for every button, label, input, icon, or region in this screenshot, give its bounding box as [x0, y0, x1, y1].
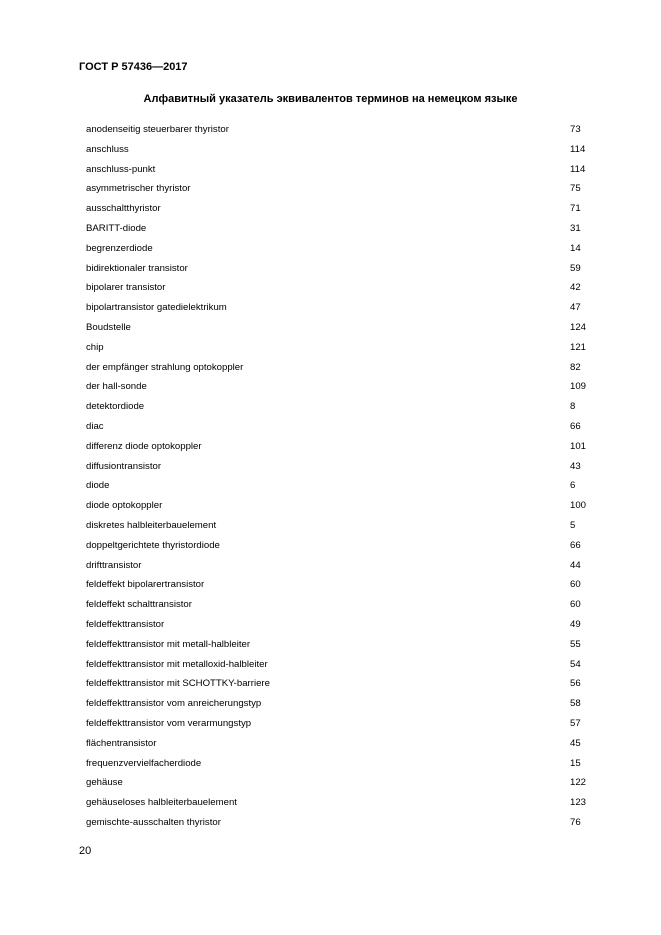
index-entry: [86, 775, 596, 795]
index-entry: [86, 676, 596, 696]
index-term: gemischte-ausschalten thyristor: [86, 816, 221, 828]
index-entry: [86, 142, 596, 162]
index-term: diffusiontransistor: [86, 460, 162, 472]
index-entry: [86, 201, 596, 221]
index-page-ref: 100: [570, 500, 587, 512]
index-entry: [86, 696, 596, 716]
index-term: ausschaltthyristor: [86, 203, 161, 215]
index-term: feldeffekttransistor: [86, 618, 165, 630]
index-term: chip: [86, 341, 104, 353]
index-term: flächentransistor: [86, 737, 157, 749]
index-term: feldeffekt bipolarertransistor: [86, 579, 205, 591]
index-entry: [86, 419, 596, 439]
index-page-ref: 66: [570, 420, 581, 432]
index-entry: [86, 815, 596, 835]
index-page-ref: 73: [570, 124, 581, 135]
index-term: BARITT-diode: [86, 222, 147, 234]
index-entry: [86, 320, 596, 340]
index-page-ref: 5: [570, 519, 576, 531]
index-page-ref: 66: [570, 539, 581, 551]
index-term: feldeffekttransistor mit metall-halbleiter: [86, 638, 251, 650]
index-page-ref: 8: [570, 401, 576, 413]
index-entry: [86, 340, 596, 360]
index-page-ref: 6: [570, 480, 576, 492]
index-term: bipolarer transistor: [86, 282, 166, 294]
index-entry: [86, 657, 596, 677]
index-term: detektordiode: [86, 401, 145, 413]
index-page-ref: 109: [570, 381, 587, 393]
index-term: diac: [86, 420, 104, 432]
index-page-ref: 55: [570, 638, 581, 650]
index-term: der hall-sonde: [86, 381, 147, 393]
index-page-ref: 123: [570, 797, 587, 809]
index-entry: [86, 162, 596, 182]
index-term: diskretes halbleiterbauelement: [86, 519, 217, 531]
index-term: anschluss: [86, 143, 129, 155]
index-entry: [86, 637, 596, 657]
index-entry: [86, 498, 596, 518]
index-term: feldeffekttransistor mit metalloxid-halbleiter: [86, 658, 268, 670]
index-entry: [86, 360, 596, 380]
index-entry: [86, 122, 596, 142]
index-entry: [86, 280, 596, 300]
index-term: bipolartransistor gatedielektrikum: [86, 302, 227, 314]
index-term: feldeffekttransistor vom verarmungstyp: [86, 717, 252, 729]
index-entry: [86, 617, 596, 637]
index-term: diode optokoppler: [86, 500, 163, 512]
index-term: differenz diode optokoppler: [86, 440, 202, 452]
index-entry: [86, 577, 596, 597]
index-entry: [86, 597, 596, 617]
index-list: [86, 122, 596, 835]
index-entry: [86, 261, 596, 281]
index-page-ref: 82: [570, 361, 581, 373]
index-entry: [86, 399, 596, 419]
index-page-ref: 49: [570, 618, 581, 630]
index-page-ref: 14: [570, 242, 581, 254]
index-page-ref: 31: [570, 222, 581, 234]
index-term: der empfänger strahlung optokoppler: [86, 361, 244, 373]
index-page-ref: 114: [570, 143, 586, 155]
index-term: begrenzerdiode: [86, 242, 153, 254]
index-term: feldeffekt schalttransistor: [86, 599, 192, 611]
index-page-ref: 58: [570, 698, 581, 710]
index-page-ref: 121: [570, 341, 587, 353]
index-term: frequenzvervielfacherdiode: [86, 757, 202, 769]
index-term: feldeffekttransistor mit SCHOTTKY-barriere: [86, 678, 270, 690]
index-entry: [86, 379, 596, 399]
index-term: gehäuse: [86, 777, 123, 789]
index-entry: [86, 181, 596, 201]
index-page-ref: 43: [570, 460, 581, 472]
index-entry: [86, 478, 596, 498]
index-page-ref: 15: [570, 757, 581, 769]
index-page-ref: 60: [570, 599, 581, 611]
standard-number: ГОСТ Р 57436—2017: [79, 61, 188, 73]
index-page-ref: 75: [570, 183, 581, 195]
index-term: bidirektionaler transistor: [86, 262, 188, 274]
index-page-ref: 44: [570, 559, 581, 571]
index-term: asymmetrischer thyristor: [86, 183, 191, 195]
index-page-ref: 101: [570, 440, 587, 452]
index-page-ref: 45: [570, 737, 581, 749]
index-page-ref: 59: [570, 262, 581, 274]
index-page-ref: 76: [570, 816, 581, 828]
index-entry: [86, 538, 596, 558]
index-entry: [86, 241, 596, 261]
index-page-ref: 114: [570, 163, 586, 175]
index-term: Boudstelle: [86, 321, 131, 333]
index-entry: [86, 221, 596, 241]
index-entry: [86, 756, 596, 776]
index-term: doppeltgerichtete thyristordiode: [86, 539, 220, 551]
index-entry: [86, 716, 596, 736]
index-entry: [86, 736, 596, 756]
index-page-ref: 57: [570, 717, 581, 729]
index-term: feldeffekttransistor vom anreicherungstyp: [86, 698, 262, 710]
index-term: anodenseitig steuerbarer thyristor: [86, 124, 229, 135]
index-term: anschluss-punkt: [86, 163, 156, 175]
index-page-ref: 56: [570, 678, 581, 690]
index-title: Алфавитный указатель эквивалентов терминов на немецком языке: [143, 93, 518, 105]
index-page-ref: 124: [570, 321, 587, 333]
index-term: drifttransistor: [86, 559, 142, 571]
page-number: 20: [79, 845, 92, 857]
index-term: gehäuseloses halbleiterbauelement: [86, 797, 237, 809]
index-page-ref: 71: [570, 203, 581, 215]
index-entry: [86, 518, 596, 538]
index-entry: [86, 439, 596, 459]
index-entry: [86, 459, 596, 479]
index-entry: [86, 795, 596, 815]
index-page-ref: 54: [570, 658, 581, 670]
index-page-ref: 122: [570, 777, 587, 789]
index-term: diode: [86, 480, 110, 492]
index-page-ref: 47: [570, 302, 581, 314]
index-entry: [86, 558, 596, 578]
index-page-ref: 60: [570, 579, 581, 591]
index-page-ref: 42: [570, 282, 581, 294]
index-entry: [86, 300, 596, 320]
